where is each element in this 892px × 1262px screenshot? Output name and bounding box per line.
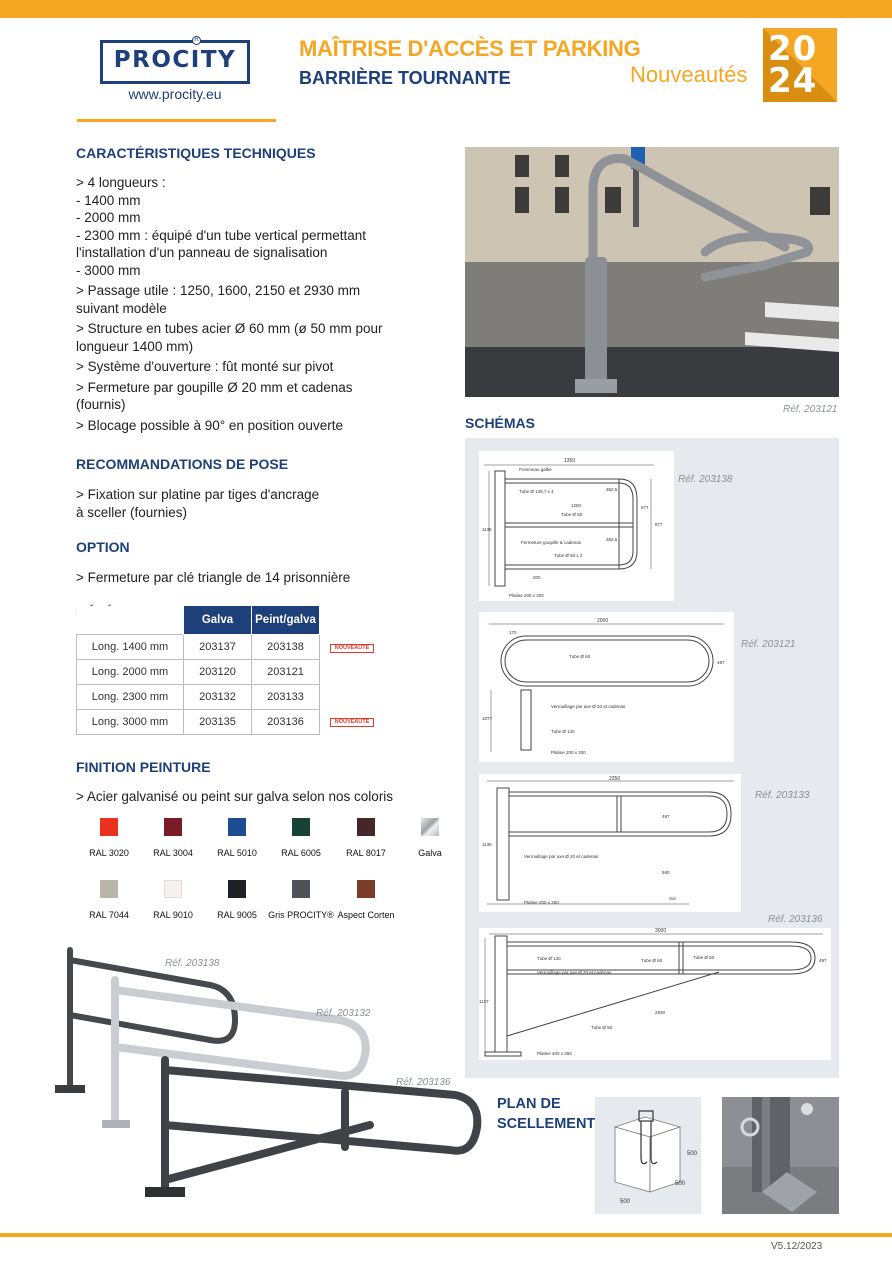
callout-label: Tube Ø 139,7 x 4 bbox=[519, 489, 554, 494]
schema-ref-label: Réf. 203121 bbox=[741, 639, 796, 650]
section-pose-title: RECOMMANDATIONS DE POSE bbox=[76, 456, 289, 472]
callout-label: Tube Ø 50 bbox=[561, 512, 583, 517]
year-top: 20 bbox=[768, 29, 818, 69]
ref-peint: 203133 bbox=[252, 685, 320, 710]
dim-label: 877 bbox=[641, 505, 649, 510]
schema-drawing-2 bbox=[479, 612, 734, 762]
row-label: Long. 3000 mm bbox=[77, 710, 184, 735]
nouveautes-label: Nouveautés bbox=[630, 62, 748, 87]
spec-line: > Blocage possible à 90° en position ouverte bbox=[76, 417, 343, 433]
scellement-photo bbox=[722, 1097, 839, 1214]
color-swatch bbox=[100, 880, 118, 898]
spec-line: longueur 1400 mm) bbox=[76, 338, 194, 354]
dim-label: 580 bbox=[662, 870, 670, 875]
color-swatch bbox=[357, 818, 375, 836]
table-row bbox=[77, 660, 320, 685]
dim-label: 1077 bbox=[482, 716, 493, 721]
color-swatch bbox=[164, 880, 182, 898]
ref-galva: 203120 bbox=[184, 660, 252, 685]
spec-line: - 1400 mm bbox=[76, 192, 141, 208]
spec-line: > Système d'ouverture : fût monté sur pivot bbox=[76, 359, 334, 374]
callout-label: Pommeau galbé bbox=[519, 467, 552, 472]
dim-label: Sol bbox=[669, 896, 676, 901]
callout-label: Tube Ø 60 bbox=[569, 654, 591, 659]
schema-drawing-3 bbox=[479, 774, 741, 912]
photo-ref-label: Réf. 203132 bbox=[316, 1008, 371, 1019]
ref-galva: 203135 bbox=[184, 710, 252, 735]
color-swatch-label: Aspect Corten bbox=[337, 910, 395, 920]
section-option-title: OPTION bbox=[76, 539, 130, 555]
section-caracteristiques-title: CARACTÉRISTIQUES TECHNIQUES bbox=[76, 145, 316, 161]
spec-line: > Fermeture par goupille Ø 20 mm et cadenas bbox=[76, 379, 353, 395]
spec-line: > Passage utile : 1250, 1600, 2150 et 2930 mm bbox=[76, 283, 361, 298]
photo-ref-label: Réf. 203138 bbox=[165, 958, 220, 969]
color-swatch bbox=[228, 818, 246, 836]
schema-ref-label: Réf. 203138 bbox=[678, 474, 733, 485]
section-finition-title: FINITION PEINTURE bbox=[76, 759, 211, 775]
callout-label: Platine 200 x 200 bbox=[551, 750, 586, 755]
products-photo bbox=[40, 935, 490, 1205]
option-line: > Fermeture par clé triangle de 14 prisonnière bbox=[76, 570, 351, 585]
dim-label: 500 bbox=[675, 1181, 686, 1187]
color-swatch-label: Gris PROCITY® bbox=[268, 910, 334, 920]
section-schemas-title: SCHÉMAS bbox=[465, 415, 536, 431]
table-row bbox=[77, 710, 320, 735]
dim-label: 1127 bbox=[479, 999, 489, 1004]
schema-card bbox=[479, 928, 831, 1060]
color-swatch bbox=[164, 818, 182, 836]
color-swatch bbox=[357, 880, 375, 898]
callout-label: Tube Ø 60 bbox=[641, 958, 663, 963]
row-label: Long. 1400 mm bbox=[77, 635, 184, 660]
references-table bbox=[76, 605, 320, 735]
color-swatch-label: RAL 7044 bbox=[89, 910, 129, 920]
photo-ref-label: Réf. 203136 bbox=[396, 1077, 451, 1088]
dim-label: 877 bbox=[655, 522, 663, 527]
row-label: Long. 2300 mm bbox=[77, 685, 184, 710]
year-badge bbox=[763, 28, 837, 102]
callout-label: Tube Ø 50 x 2 bbox=[554, 553, 583, 558]
dim-label: 1350 bbox=[564, 458, 576, 464]
scellement-title-1: PLAN DE bbox=[497, 1096, 561, 1112]
ref-peint: 203136 bbox=[252, 710, 320, 735]
callout-label: Tube Ø 50 bbox=[591, 1025, 613, 1030]
dim-label: 1250 bbox=[571, 503, 582, 508]
callout-label: Platine 200 x 200 bbox=[509, 593, 544, 598]
page-title: MAÎTRISE D'ACCÈS ET PARKING bbox=[299, 36, 641, 61]
dim-label: 2350 bbox=[609, 776, 621, 782]
schema-drawing-4 bbox=[479, 928, 831, 1060]
header-underline bbox=[77, 119, 276, 122]
dim-label: 500 bbox=[620, 1199, 631, 1205]
callout-label: Verrouillage par axe Ø 20 et cadenas bbox=[537, 970, 612, 975]
callout-label: Fermeture goupille & cadenas bbox=[521, 540, 582, 545]
spec-line: > 4 longueurs : bbox=[76, 175, 166, 190]
color-swatch bbox=[292, 818, 310, 836]
callout-label: Platine 200 x 200 bbox=[524, 900, 559, 905]
schema-drawing-1 bbox=[479, 451, 674, 601]
pose-line: > Fixation sur platine par tiges d'ancrage bbox=[76, 487, 320, 502]
spec-line: suivant modèle bbox=[76, 300, 167, 316]
pose-list bbox=[76, 486, 319, 521]
dim-label: 500 bbox=[687, 1151, 698, 1157]
schema-ref-label: Réf. 203136 bbox=[768, 914, 823, 925]
dim-label: 497 bbox=[819, 958, 827, 963]
dim-label: 497 bbox=[717, 660, 725, 665]
version-label: V5.12/2023 bbox=[771, 1241, 823, 1252]
color-swatch-label: RAL 3004 bbox=[153, 848, 193, 858]
color-swatch-label: RAL 8017 bbox=[346, 848, 386, 858]
dim-label: 3000 bbox=[655, 928, 667, 934]
col-header-peint: Peint/galva bbox=[252, 606, 320, 635]
option-list bbox=[76, 569, 350, 587]
dim-label: 497 bbox=[662, 814, 670, 819]
spec-line: - 3000 mm bbox=[76, 262, 141, 278]
dim-label: 200 bbox=[533, 575, 541, 580]
table-header-row bbox=[77, 606, 320, 635]
ref-peint: 203121 bbox=[252, 660, 320, 685]
dim-label: 362,5 bbox=[606, 537, 618, 542]
color-swatch-label: RAL 6005 bbox=[281, 848, 321, 858]
spec-line: (fournis) bbox=[76, 397, 126, 412]
color-swatch-label: RAL 5010 bbox=[217, 848, 257, 858]
spec-line: l'installation d'un panneau de signalisation bbox=[76, 245, 328, 260]
schema-card bbox=[479, 612, 734, 762]
main-photo-ref: Réf. 203121 bbox=[783, 404, 838, 415]
ref-galva: 203132 bbox=[184, 685, 252, 710]
main-product-photo bbox=[465, 147, 839, 397]
scellement-diagram bbox=[595, 1097, 701, 1214]
col-header-galva: Galva bbox=[184, 606, 252, 635]
dim-label: 2000 bbox=[597, 618, 609, 624]
color-swatch-label: RAL 9010 bbox=[153, 910, 193, 920]
procity-logo[interactable] bbox=[100, 40, 250, 84]
logo-text: PROCITY bbox=[113, 47, 237, 73]
row-label: Long. 2000 mm bbox=[77, 660, 184, 685]
dim-label: 1135 bbox=[482, 527, 492, 532]
callout-label: Verrouillage par axe Ø 20 et cadenas bbox=[524, 854, 599, 859]
spec-line: - 2300 mm : équipé d'un tube vertical permettant bbox=[76, 227, 366, 243]
spec-line: > Structure en tubes acier Ø 60 mm (ø 50 mm pour bbox=[76, 321, 383, 336]
color-swatch bbox=[292, 880, 310, 898]
page-subtitle: BARRIÈRE TOURNANTE bbox=[299, 68, 511, 88]
top-accent-bar bbox=[0, 0, 892, 18]
color-swatch bbox=[100, 818, 118, 836]
website-url[interactable]: www.procity.eu bbox=[128, 86, 222, 102]
dim-label: 362,5 bbox=[606, 487, 618, 492]
color-swatch-label: RAL 9005 bbox=[217, 910, 257, 920]
callout-label: Platine 400 x 250 bbox=[537, 1051, 572, 1056]
schema-card bbox=[479, 451, 674, 601]
callout-label: Tube Ø 50 bbox=[693, 955, 715, 960]
registered-mark: R bbox=[192, 36, 201, 45]
color-swatch-label: RAL 3020 bbox=[89, 848, 129, 858]
ref-galva: 203137 bbox=[184, 635, 252, 660]
callout-label: Verrouillage par axe Ø 20 et cadenas bbox=[551, 704, 626, 709]
caracteristiques-list bbox=[76, 174, 383, 434]
callout-label: Tube Ø 140 bbox=[537, 956, 561, 961]
nouveaute-badge: NOUVEAUTÉ bbox=[330, 644, 374, 653]
spec-line: - 2000 mm bbox=[76, 210, 141, 225]
scellement-title-2: SCELLEMENT bbox=[497, 1116, 596, 1132]
year-bottom: 24 bbox=[768, 61, 818, 101]
dim-label: 2930 bbox=[655, 1010, 666, 1015]
color-swatch-label: Galva bbox=[418, 848, 442, 858]
callout-label: Tube Ø 140 bbox=[551, 729, 575, 734]
finition-text: > Acier galvanisé ou peint sur galva selon nos coloris bbox=[76, 789, 394, 804]
table-row bbox=[77, 635, 320, 660]
schema-card bbox=[479, 774, 741, 912]
pose-line: à sceller (fournies) bbox=[76, 504, 188, 520]
nouveaute-badge: NOUVEAUTÉ bbox=[330, 718, 374, 727]
color-swatch bbox=[228, 880, 246, 898]
color-swatch bbox=[421, 818, 439, 836]
dim-label: 1135 bbox=[482, 842, 492, 847]
schema-ref-label: Réf. 203133 bbox=[755, 790, 810, 801]
dim-label: 170 bbox=[509, 630, 517, 635]
ref-peint: 203138 bbox=[252, 635, 320, 660]
table-row bbox=[77, 685, 320, 710]
bottom-accent-bar bbox=[0, 1233, 892, 1237]
